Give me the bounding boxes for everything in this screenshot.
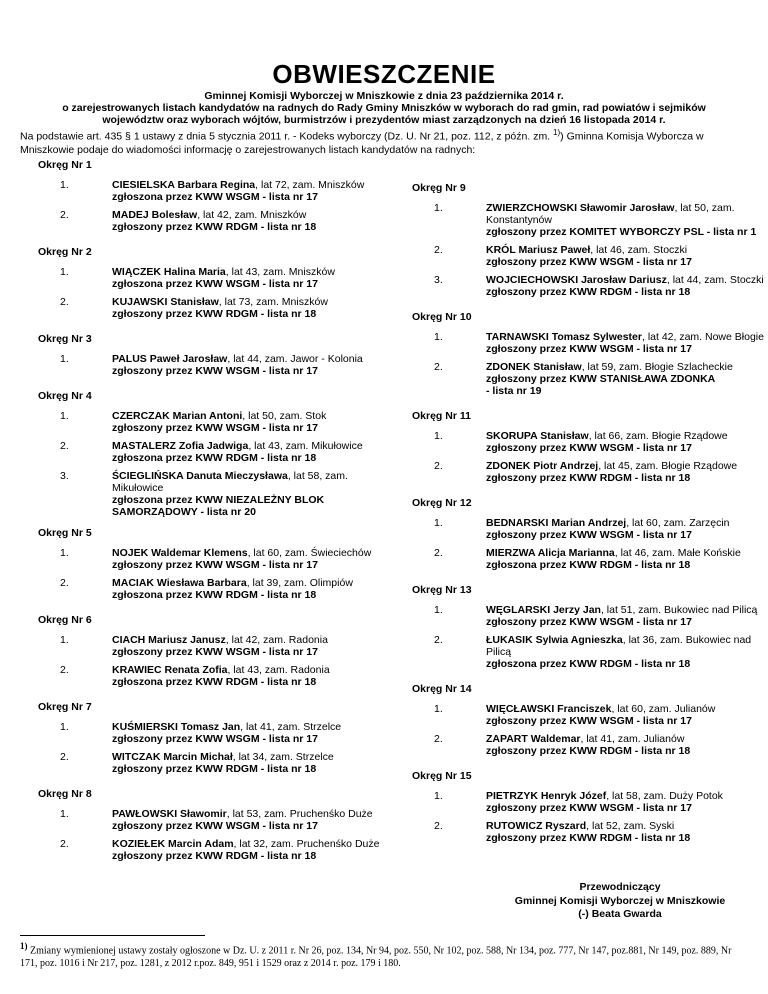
- footnote-marker: 1): [20, 941, 28, 951]
- candidate-details: , lat 43, zam. Mniszków: [225, 266, 335, 278]
- candidate-body: [486, 703, 768, 727]
- candidate-number: 1.: [60, 808, 69, 820]
- candidate-number: 2.: [434, 733, 443, 745]
- candidate-number: 1.: [434, 703, 443, 715]
- candidate-name: TARNAWSKI Tomasz Sylwester: [486, 331, 642, 343]
- page-title: OBWIESZCZENIE: [272, 59, 496, 89]
- candidate-submitted-by: zgłoszony przez KWW WSGM - lista nr 17: [486, 343, 692, 355]
- candidate-number: 1.: [434, 430, 443, 442]
- candidate-details: , lat 44, zam. Jawor - Kolonia: [227, 353, 363, 365]
- candidate-details: , lat 59, zam. Błogie Szlacheckie: [581, 361, 733, 373]
- candidate-number: 1.: [434, 604, 443, 616]
- candidate-details: , lat 53, zam. Pruchenśko Duże: [226, 808, 373, 820]
- candidate-details: , lat 42, zam. Radonia: [225, 634, 328, 646]
- candidate-name: KOZIEŁEK Marcin Adam: [112, 838, 234, 850]
- candidate-details: , lat 52, zam. Syski: [586, 820, 675, 832]
- candidate-body: [112, 353, 402, 377]
- candidate-submitted-by: zgłoszony przez KWW RDGM - lista nr 18: [486, 745, 691, 757]
- candidate-name: ZWIERZCHOWSKI Sławomir Jarosław: [486, 202, 675, 214]
- candidate-submitted-by: zgłoszona przez KWW RDGM - lista nr 18: [112, 589, 317, 601]
- candidate-number: 2.: [434, 634, 443, 646]
- candidate-number: 2.: [434, 820, 443, 832]
- district-heading: Okręg Nr 11: [412, 410, 471, 422]
- candidate-body: [486, 733, 768, 757]
- candidate-name: ZDONEK Piotr Andrzej: [486, 460, 599, 472]
- footnote-divider: [20, 935, 205, 936]
- candidate-number: 2.: [434, 361, 443, 373]
- candidate-name: WITCZAK Marcin Michał: [112, 751, 233, 763]
- candidate-body: [486, 244, 768, 268]
- candidate-submitted-by: zgłoszony przez KWW WSGM - lista nr 17: [486, 616, 692, 628]
- candidate-number: 1.: [60, 179, 69, 191]
- candidate-body: [112, 664, 402, 688]
- candidate-name: CZERCZAK Marian Antoni: [112, 410, 243, 422]
- candidate-details: , lat 58, zam. Duży Potok: [606, 790, 723, 802]
- candidate-name: PAWŁOWSKI Sławomir: [112, 808, 227, 820]
- candidate-number: 2.: [434, 244, 443, 256]
- candidate-body: [112, 577, 402, 601]
- candidate-number: 1.: [434, 517, 443, 529]
- candidate-submitted-by: zgłoszona przez KWW RDGM - lista nr 18: [112, 676, 317, 688]
- district-heading: Okręg Nr 6: [38, 614, 92, 626]
- candidate-submitted-by: zgłoszony przez KWW RDGM - lista nr 18: [486, 472, 691, 484]
- subtitle-line-1: Gminnej Komisji Wyborczej w Mniszkowie z dnia 23 października 2014 r.: [204, 90, 564, 102]
- candidate-submitted-by: zgłoszona przez KWW RDGM - lista nr 18: [112, 452, 317, 464]
- candidate-submitted-by: zgłoszona przez KWW RDGM - lista nr 18: [486, 559, 691, 571]
- candidate-number: 2.: [60, 838, 69, 850]
- district-heading: Okręg Nr 10: [412, 311, 472, 323]
- candidate-number: 2.: [60, 751, 69, 763]
- candidate-submitted-by: zgłoszona przez KWW RDGM - lista nr 18: [486, 658, 691, 670]
- district-heading: Okręg Nr 5: [38, 527, 92, 539]
- candidate-name: MADEJ Bolesław: [112, 209, 198, 221]
- candidate-name: WIĘCŁAWSKI Franciszek: [486, 703, 612, 715]
- candidate-name: ŁUKASIK Sylwia Agnieszka: [486, 634, 623, 646]
- candidate-submitted-by: zgłoszony przez KWW RDGM - lista nr 18: [112, 850, 317, 862]
- candidate-name: PIETRZYK Henryk Józef: [486, 790, 607, 802]
- candidate-name: MASTALERZ Zofia Jadwiga: [112, 440, 249, 452]
- candidate-submitted-by: zgłoszony przez KWW WSGM - lista nr 17: [112, 733, 318, 745]
- candidate-submitted-by: zgłoszony przez KWW STANISŁAWA ZDONKA: [486, 373, 716, 385]
- candidate-details-cont: Pilicą: [486, 646, 512, 658]
- candidate-submitted-by: SAMORZĄDOWY - lista nr 20: [112, 506, 256, 518]
- candidate-body: [112, 547, 402, 571]
- candidate-number: 2.: [60, 664, 69, 676]
- candidate-details: , lat 44, zam. Stoczki: [666, 274, 764, 286]
- candidate-body: [112, 440, 402, 464]
- candidate-name: BEDNARSKI Marian Andrzej: [486, 517, 627, 529]
- candidate-body: [486, 790, 768, 814]
- candidate-body: [486, 547, 768, 571]
- district-heading: Okręg Nr 14: [412, 683, 472, 695]
- candidate-details-cont: Mikułowice: [112, 482, 164, 494]
- district-heading: Okręg Nr 7: [38, 701, 92, 713]
- candidate-name: CIACH Mariusz Janusz: [112, 634, 226, 646]
- candidate-number: 1.: [60, 266, 69, 278]
- candidate-submitted-by: zgłoszony przez KWW RDGM - lista nr 18: [486, 286, 691, 298]
- candidate-submitted-by: zgłoszony przez KWW WSGM - lista nr 17: [486, 529, 692, 541]
- candidate-number: 2.: [60, 577, 69, 589]
- candidate-body: [112, 410, 402, 434]
- candidate-details: , lat 36, zam. Bukowiec nad: [622, 634, 752, 646]
- candidate-body: [112, 808, 402, 832]
- candidate-submitted-by: zgłoszony przez KWW WSGM - lista nr 17: [486, 442, 692, 454]
- candidate-details: , lat 66, zam. Błogie Rządowe: [588, 430, 728, 442]
- candidate-body: [112, 751, 402, 775]
- candidate-number: 1.: [434, 202, 443, 214]
- footnote: [20, 940, 750, 970]
- candidate-name: KUŚMIERSKI Tomasz Jan: [112, 721, 241, 733]
- candidate-name: NOJEK Waldemar Klemens: [112, 547, 248, 559]
- district-heading: Okręg Nr 4: [38, 390, 92, 402]
- candidate-details: , lat 60, zam. Julianów: [611, 703, 716, 715]
- intro-footnote-ref: 1): [553, 128, 561, 137]
- candidate-body: [112, 266, 402, 290]
- candidate-body: [486, 202, 768, 238]
- candidate-name: RUTOWICZ Ryszard: [486, 820, 587, 832]
- candidate-body: [486, 517, 768, 541]
- candidate-details: , lat 73, zam. Mniszków: [218, 296, 328, 308]
- district-heading: Okręg Nr 2: [38, 246, 92, 258]
- footnote-text: Zmiany wymienionej ustawy zostały ogłoszone w Dz. U. z 2011 r. Nr 26, poz. 134, Nr 94, poz. 550, Nr 102, poz. 588, Nr 134, poz. 777, Nr 147, poz.881, Nr 149, poz. 889, Nr 171, poz. 1016 i Nr 217, poz. 1281, z 2012 r.poz. 849, 951 i 1529 oraz z 2014 r. poz. 179 i 180.: [20, 945, 732, 970]
- candidate-details: , lat 43, zam. Radonia: [227, 664, 330, 676]
- candidate-body: [486, 460, 768, 484]
- candidate-details: , lat 45, zam. Błogie Rządowe: [598, 460, 738, 472]
- candidate-details: , lat 41, zam. Strzelce: [240, 721, 342, 733]
- candidate-submitted-by: zgłoszony przez KWW WSGM - lista nr 17: [486, 256, 692, 268]
- candidate-number: 2.: [60, 296, 69, 308]
- candidate-details: , lat 58, zam.: [287, 470, 348, 482]
- subtitle-line-2: o zarejestrowanych listach kandydatów na radnych do Rady Gminy Mniszków w wyborach do rad gmin, rad powiatów i sejmików: [62, 102, 706, 114]
- candidate-details-cont: Konstantynów: [486, 214, 552, 226]
- candidate-name: CIESIELSKA Barbara Regina: [112, 179, 256, 191]
- candidate-details: , lat 42, zam. Mniszków: [197, 209, 307, 221]
- candidate-details: , lat 43, zam. Mikułowice: [248, 440, 363, 452]
- signature-body: Gminnej Komisji Wyborczej w Mniszkowie: [514, 895, 726, 907]
- candidate-details: , lat 51, zam. Bukowiec nad Pilicą: [600, 604, 758, 616]
- candidate-name: WĘGLARSKI Jerzy Jan: [486, 604, 601, 616]
- candidate-name: KRÓL Mariusz Paweł: [486, 244, 591, 256]
- candidate-details: , lat 32, zam. Pruchenśko Duże: [233, 838, 380, 850]
- candidate-number: 1.: [60, 410, 69, 422]
- candidate-details: , lat 60, zam. Świeciechów: [247, 547, 372, 559]
- candidate-body: [112, 470, 402, 518]
- intro-text-start: Na podstawie art. 435 § 1 ustawy z dnia 5 stycznia 2011 r. - Kodeks wyborczy (Dz. U. Nr 21, poz. 112, z późn. zm.: [20, 130, 554, 143]
- candidate-name: WIĄCZEK Halina Maria: [112, 266, 226, 278]
- candidate-name: KRAWIEC Renata Zofia: [112, 664, 228, 676]
- candidate-details: , lat 41, zam. Julianów: [580, 733, 685, 745]
- candidate-name: MACIAK Wiesława Barbara: [112, 577, 247, 589]
- candidate-name: SKORUPA Stanisław: [486, 430, 589, 442]
- candidate-body: [486, 634, 768, 670]
- district-heading: Okręg Nr 15: [412, 770, 472, 782]
- candidate-number: 2.: [60, 440, 69, 452]
- candidate-submitted-by: zgłoszony przez KWW WSGM - lista nr 17: [112, 422, 318, 434]
- candidate-number: 2.: [434, 460, 443, 472]
- candidate-details: , lat 60, zam. Zarzęcin: [626, 517, 730, 529]
- signature-signer: (-) Beata Gwarda: [578, 908, 662, 920]
- candidate-submitted-by: zgłoszony przez KWW WSGM - lista nr 17: [112, 365, 318, 377]
- candidate-submitted-by: zgłoszony przez KWW RDGM - lista nr 18: [112, 221, 317, 233]
- district-heading: Okręg Nr 13: [412, 584, 472, 596]
- candidate-body: [486, 361, 768, 397]
- candidate-body: [112, 634, 402, 658]
- candidate-number: 2.: [60, 209, 69, 221]
- district-heading: Okręg Nr 3: [38, 333, 92, 345]
- candidate-body: [486, 274, 768, 298]
- candidate-details: , lat 72, zam. Mniszków: [255, 179, 365, 191]
- candidate-details: , lat 39, zam. Olimpiów: [246, 577, 353, 589]
- candidate-body: [112, 296, 402, 320]
- candidate-details: , lat 46, zam. Małe Końskie: [614, 547, 741, 559]
- candidate-number: 2.: [434, 547, 443, 559]
- candidate-name: KUJAWSKI Stanisław: [112, 296, 219, 308]
- candidate-number: 1.: [60, 721, 69, 733]
- candidate-body: [486, 430, 768, 454]
- signature-role: Przewodniczący: [579, 881, 661, 893]
- candidate-number: 3.: [60, 470, 69, 482]
- candidate-body: [112, 179, 402, 203]
- candidate-number: 1.: [434, 331, 443, 343]
- candidate-body: [486, 604, 768, 628]
- candidate-submitted-by: zgłoszony przez KWW WSGM - lista nr 17: [112, 559, 318, 571]
- candidate-submitted-by: zgłoszony przez KWW RDGM - lista nr 18: [486, 832, 691, 844]
- candidate-name: ZAPART Waldemar: [486, 733, 581, 745]
- candidate-number: 1.: [60, 634, 69, 646]
- candidate-body: [112, 838, 402, 862]
- intro-text-end: ) Gminna Komisja Wyborcza w Mniszkowie podaje do wiadomości informację o zarejestrowanych listach kandydatów na radnych:: [20, 130, 704, 156]
- candidate-submitted-by: zgłoszony przez KWW WSGM - lista nr 17: [486, 715, 692, 727]
- candidate-submitted-by: zgłoszona przez KWW NIEZALEŻNY BLOK: [112, 494, 325, 506]
- candidate-submitted-by: - lista nr 19: [486, 385, 542, 397]
- candidate-body: [112, 721, 402, 745]
- candidate-submitted-by: zgłoszona przez KWW WSGM - lista nr 17: [112, 278, 318, 290]
- candidate-details: , lat 34, zam. Strzelce: [232, 751, 334, 763]
- candidate-submitted-by: zgłoszony przez KWW RDGM - lista nr 18: [112, 308, 317, 320]
- candidate-body: [486, 331, 768, 355]
- candidate-number: 3.: [434, 274, 443, 286]
- candidate-name: MIERZWA Alicja Marianna: [486, 547, 615, 559]
- candidate-name: PALUS Paweł Jarosław: [112, 353, 228, 365]
- subtitle-line-3: województw oraz wyborach wójtów, burmistrzów i prezydentów miast zarządzonych na dzień 16 listopada 2014 r.: [102, 114, 666, 126]
- district-heading: Okręg Nr 12: [412, 497, 472, 509]
- candidate-details: , lat 46, zam. Stoczki: [590, 244, 688, 256]
- candidate-name: WOJCIECHOWSKI Jarosław Dariusz: [486, 274, 667, 286]
- candidate-number: 1.: [434, 790, 443, 802]
- intro-paragraph: [20, 126, 745, 157]
- candidate-submitted-by: zgłoszony przez KWW WSGM - lista nr 17: [112, 820, 318, 832]
- district-heading: Okręg Nr 1: [38, 159, 92, 171]
- candidate-name: ŚCIEGLIŃSKA Danuta Mieczysława: [112, 470, 288, 482]
- candidate-details: , lat 50, zam. Stok: [242, 410, 327, 422]
- candidate-submitted-by: zgłoszony przez KOMITET WYBORCZY PSL - lista nr 1: [486, 226, 757, 238]
- candidate-body: [486, 820, 768, 844]
- district-heading: Okręg Nr 8: [38, 788, 92, 800]
- district-heading: Okręg Nr 9: [412, 182, 466, 194]
- candidate-details: , lat 42, zam. Nowe Błogie: [641, 331, 764, 343]
- candidate-body: [112, 209, 402, 233]
- candidate-submitted-by: zgłoszony przez KWW RDGM - lista nr 18: [112, 763, 317, 775]
- candidate-number: 1.: [60, 547, 69, 559]
- candidate-submitted-by: zgłoszony przez KWW WSGM - lista nr 17: [112, 646, 318, 658]
- candidate-number: 1.: [60, 353, 69, 365]
- candidate-name: ZDONEK Stanisław: [486, 361, 582, 373]
- candidate-details: , lat 50, zam.: [674, 202, 735, 214]
- candidate-submitted-by: zgłoszona przez KWW WSGM - lista nr 17: [112, 191, 318, 203]
- candidate-submitted-by: zgłoszony przez KWW WSGM - lista nr 17: [486, 802, 692, 814]
